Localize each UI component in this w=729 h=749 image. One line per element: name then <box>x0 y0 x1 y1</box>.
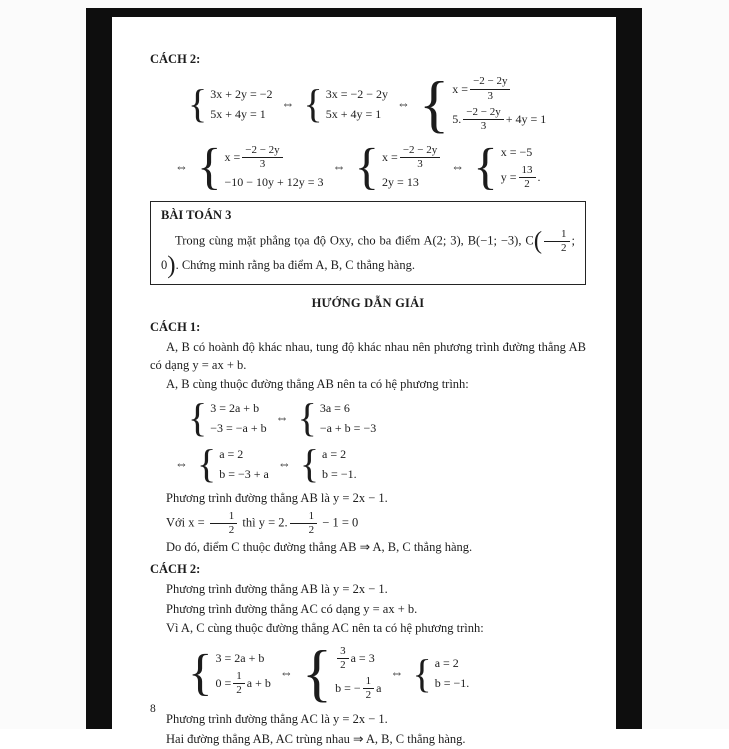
system-brace: { <box>188 81 208 127</box>
solution-heading: HƯỚNG DẪN GIẢI <box>311 296 425 311</box>
equivalence-arrow-icon: ⇔ <box>279 665 293 681</box>
math-row <box>188 68 586 139</box>
system-brace: { <box>299 441 320 487</box>
system-brace: { <box>301 638 333 708</box>
system-brace: { <box>188 645 213 701</box>
equivalence-arrow-icon: ⇔ <box>390 665 404 681</box>
cach1-heading: CÁCH 1: <box>150 320 201 335</box>
system-brace: { <box>419 68 450 139</box>
equation-system: { $\frac{3}{2}$ a = 3 b = − $\frac{1}{2}$ a <box>301 638 382 708</box>
equivalence-arrow-icon: ⇔ <box>332 159 346 175</box>
equation-system: { x = $\frac{-2 - 2y}{3}$ 5. $\frac{-2 - 2y}{3}$ + 4y = 1 <box>419 68 547 139</box>
fraction: $\frac{-2 - 2y}{3}$ <box>463 106 503 133</box>
top-system-solution-block <box>150 68 586 195</box>
equation-system: { x = $\frac{-2 - 2y}{3}$ 2y = 13 <box>355 142 443 193</box>
fraction: $\frac{13}{2}$ <box>519 164 536 191</box>
cach1-system-block <box>150 395 586 487</box>
fraction: $\frac{1}{2}$ <box>210 510 238 537</box>
scan-edge-right <box>616 8 642 729</box>
fraction: $\frac{-2 - 2y}{3}$ <box>470 75 510 102</box>
cach2-top-heading: CÁCH 2: <box>150 52 201 66</box>
cach1-paragraph-2: A, B cùng thuộc đường thẳng AB nên ta có hệ phương trình: <box>166 377 469 392</box>
equivalence-arrow-icon: ⇔ <box>397 96 411 112</box>
cach2-paragraph-2: Phương trình đường thẳng AC có dạng y = ax + b. <box>166 601 418 616</box>
problem-box <box>150 201 586 286</box>
big-paren: ) <box>167 251 176 279</box>
cach2-paragraph-1: Phương trình đường thẳng AB là y = 2x − 1. <box>166 581 388 596</box>
book-page <box>112 17 616 746</box>
cach1-paragraph-5: Do đó, điểm C thuộc đường thẳng AB ⇒ A, B, C thẳng hàng. <box>166 540 473 555</box>
cach1-paragraph-3: Phương trình đường thẳng AB là y = 2x − 1. <box>166 491 388 506</box>
system-brace: { <box>197 138 222 195</box>
equivalence-arrow-icon: ⇔ <box>275 409 289 425</box>
equation-system: { a = 2 b = −3 + a <box>197 441 269 487</box>
system-brace: { <box>412 650 432 696</box>
equation-system: { 3x = −2 − 2y 5x + 4y = 1 <box>303 81 389 127</box>
equivalence-arrow-icon: ⇔ <box>281 96 295 112</box>
scan-edge-left <box>86 8 112 729</box>
cach2-system-block <box>150 638 586 708</box>
cach2-paragraph-3: Vì A, C cùng thuộc đường thẳng AC nên ta có hệ phương trình: <box>166 621 484 636</box>
fraction: $\frac{1}{2}$ <box>544 228 570 255</box>
equivalence-arrow-icon: ⇔ <box>175 159 188 175</box>
page-number: 8 <box>150 702 156 715</box>
big-paren: ( <box>533 226 543 254</box>
problem-statement: Trong cùng mặt phẳng tọa độ Oxy, cho ba điểm A(2; 3), B(−1; −3), C( $\frac{1}{2}$ ; 0). Chứng minh rằng ba điểm A, B, C thẳng hàng. <box>161 226 575 279</box>
math-row <box>188 395 586 441</box>
system-brace: { <box>297 395 317 441</box>
fraction: $\frac{3}{2}$ <box>337 645 349 672</box>
equation-system: { 3 = 2a + b −3 = −a + b <box>188 395 267 441</box>
fraction: $\frac{1}{2}$ <box>363 675 375 702</box>
equation-system: { a = 2 b = −1. <box>299 441 357 487</box>
fraction: $\frac{1}{2}$ <box>233 670 245 697</box>
fraction: $\frac{-2 - 2y}{3}$ <box>400 144 440 171</box>
equation-system: { a = 2 b = −1. <box>412 650 470 696</box>
fraction: $\frac{1}{2}$ <box>290 510 318 537</box>
math-row <box>188 638 586 708</box>
fraction: $\frac{-2 - 2y}{3}$ <box>242 144 282 171</box>
system-brace: { <box>303 81 323 127</box>
cach1-paragraph-1: A, B có hoành độ khác nhau, tung độ khác nhau nên phương trình đường thẳng AB có dạng y = ax + b. <box>150 339 586 372</box>
cach2-heading: CÁCH 2: <box>150 562 201 576</box>
equation-system: { 3 = 2a + b 0 = $\frac{1}{2}$ a + b <box>188 645 271 701</box>
system-brace: { <box>354 138 380 195</box>
math-row <box>166 138 586 195</box>
problem-box-title: BÀI TOÁN 3 <box>161 207 232 222</box>
equation-system: { x = −5 y = $\frac{13}{2}$ . <box>473 138 541 195</box>
scan-edge-top <box>86 8 642 17</box>
equation-system: { 3x + 2y = −2 5x + 4y = 1 <box>188 81 273 127</box>
equivalence-arrow-icon: ⇔ <box>451 159 465 175</box>
math-row <box>166 441 586 487</box>
equation-system: { 3a = 6 −a + b = −3 <box>297 395 377 441</box>
equivalence-arrow-icon: ⇔ <box>175 455 188 471</box>
system-brace: { <box>473 138 498 195</box>
cach2-paragraph-4: Phương trình đường thẳng AC là y = 2x − 1. <box>166 712 388 726</box>
equivalence-arrow-icon: ⇔ <box>277 455 291 471</box>
system-brace: { <box>188 395 208 441</box>
equation-system: { x = $\frac{-2 - 2y}{3}$ −10 − 10y + 12y = 3 <box>197 138 324 195</box>
cach2-paragraph-5: Hai đường thẳng AB, AC trùng nhau ⇒ A, B, C thẳng hàng. <box>166 731 466 746</box>
system-brace: { <box>197 441 217 487</box>
cach1-paragraph-4: Với x = $\frac{1}{2}$ thì y = 2. $\frac{1}{2}$ − 1 = 0 <box>166 509 359 537</box>
